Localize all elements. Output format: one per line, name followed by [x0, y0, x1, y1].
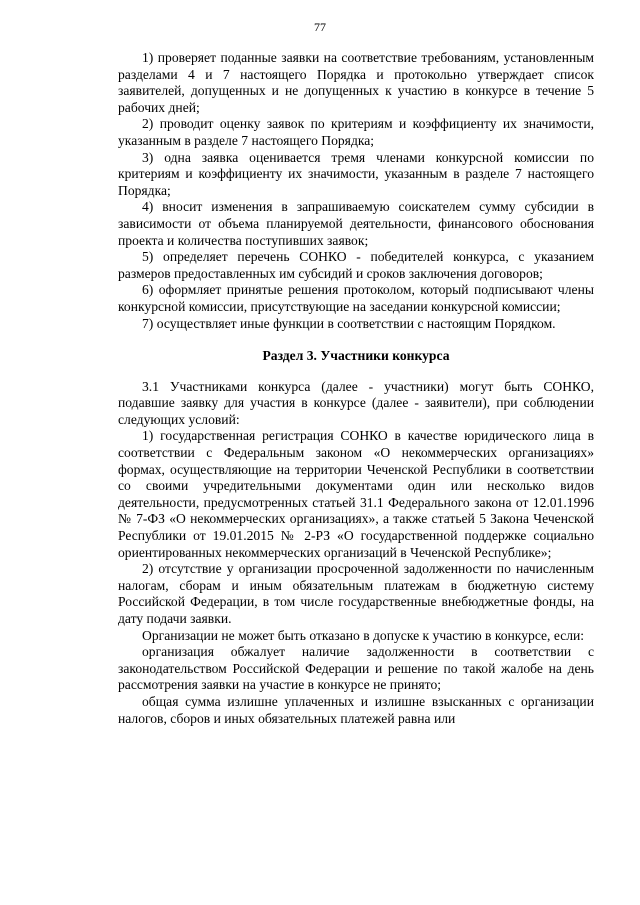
list-item-commission-duty-2: 2) проводит оценку заявок по критериям и коэффициенту их значимости, указанным в разделе 7 настоящего Порядка; [118, 116, 594, 148]
list-item-commission-duty-3: 3) одна заявка оценивается тремя членами конкурсной комиссии по критериям и коэффициенту их значимости, указанным в разделе 7 настоящего Порядка; [118, 149, 594, 198]
section-heading: Раздел 3. Участники конкурса [262, 348, 450, 364]
paragraph-total-sum: общая сумма излишне уплаченных и излишне взысканных с организации налогов, сборов и иных обязательных платежей равна или [118, 693, 594, 726]
list-item-commission-duty-1: 1) проверяет поданные заявки на соответствие требованиям, установленным разделами 4 и 7 настоящего Порядка и протокольно утверждает список заявителей, допущенных и не допущенных к участию в конкурсе в течение 5 рабочих дней; [118, 50, 594, 115]
list-item-commission-duty-5: 5) определяет перечень СОНКО - победителей конкурса, с указанием размеров предоставленных им субсидий и сроков заключения договоров; [118, 249, 594, 281]
paragraph-participants-intro: 3.1 Участниками конкурса (далее - участники) могут быть СОНКО, подавшие заявку для участия в конкурсе (далее - заявители), при соблюдении следующих условий: [118, 378, 594, 427]
paragraph-appeal: организация обжалует наличие задолженности в соответствии с законодательством Российской Федерации и решение по такой жалобе на день рассмотрения заявки на участие в конкурсе не принято; [118, 644, 594, 693]
list-item-condition-1: 1) государственная регистрация СОНКО в качестве юридического лица в соответствии с Федеральным законом «О некоммерческих организациях» формах, осуществляющие на территории Чеченской Республики в соответствии со своими учредительными документами один или несколько видов деятельности, предусмотренных статьей 31.1 Федерального закона от 12.01.1996 № 7-ФЗ «О некоммерческих организациях», а также статьей 5 Закона Чеченской Республики от 19.01.2015 № 2-РЗ «О государственной поддержке социально ориентированных некоммерческих организаций в Чеченской Республике»; [118, 428, 594, 560]
paragraph-no-refusal: Организации не может быть отказано в допуске к участию в конкурсе, если: [142, 627, 585, 643]
page-number: 77 [314, 20, 326, 34]
list-item-commission-duty-4: 4) вносит изменения в запрашиваемую соискателем сумму субсидии в зависимости от объема планируемой деятельности, финансового обоснования проекта и количества поступивших заявок; [118, 199, 594, 248]
document-body [118, 50, 594, 727]
list-item-condition-2: 2) отсутствие у организации просроченной задолженности по начисленным налогам, сборам и иным обязательным платежам в бюджетную систему Российской Федерации, в том числе государственные внебюджетные фонды, на дату подачи заявки. [118, 561, 594, 626]
list-item-commission-duty-6: 6) оформляет принятые решения протоколом, который подписывают члены конкурсной комиссии, присутствующие на заседании конкурсной комиссии; [118, 282, 594, 314]
list-item-commission-duty-7: 7) осуществляет иные функции в соответствии с настоящим Порядком. [142, 315, 556, 331]
